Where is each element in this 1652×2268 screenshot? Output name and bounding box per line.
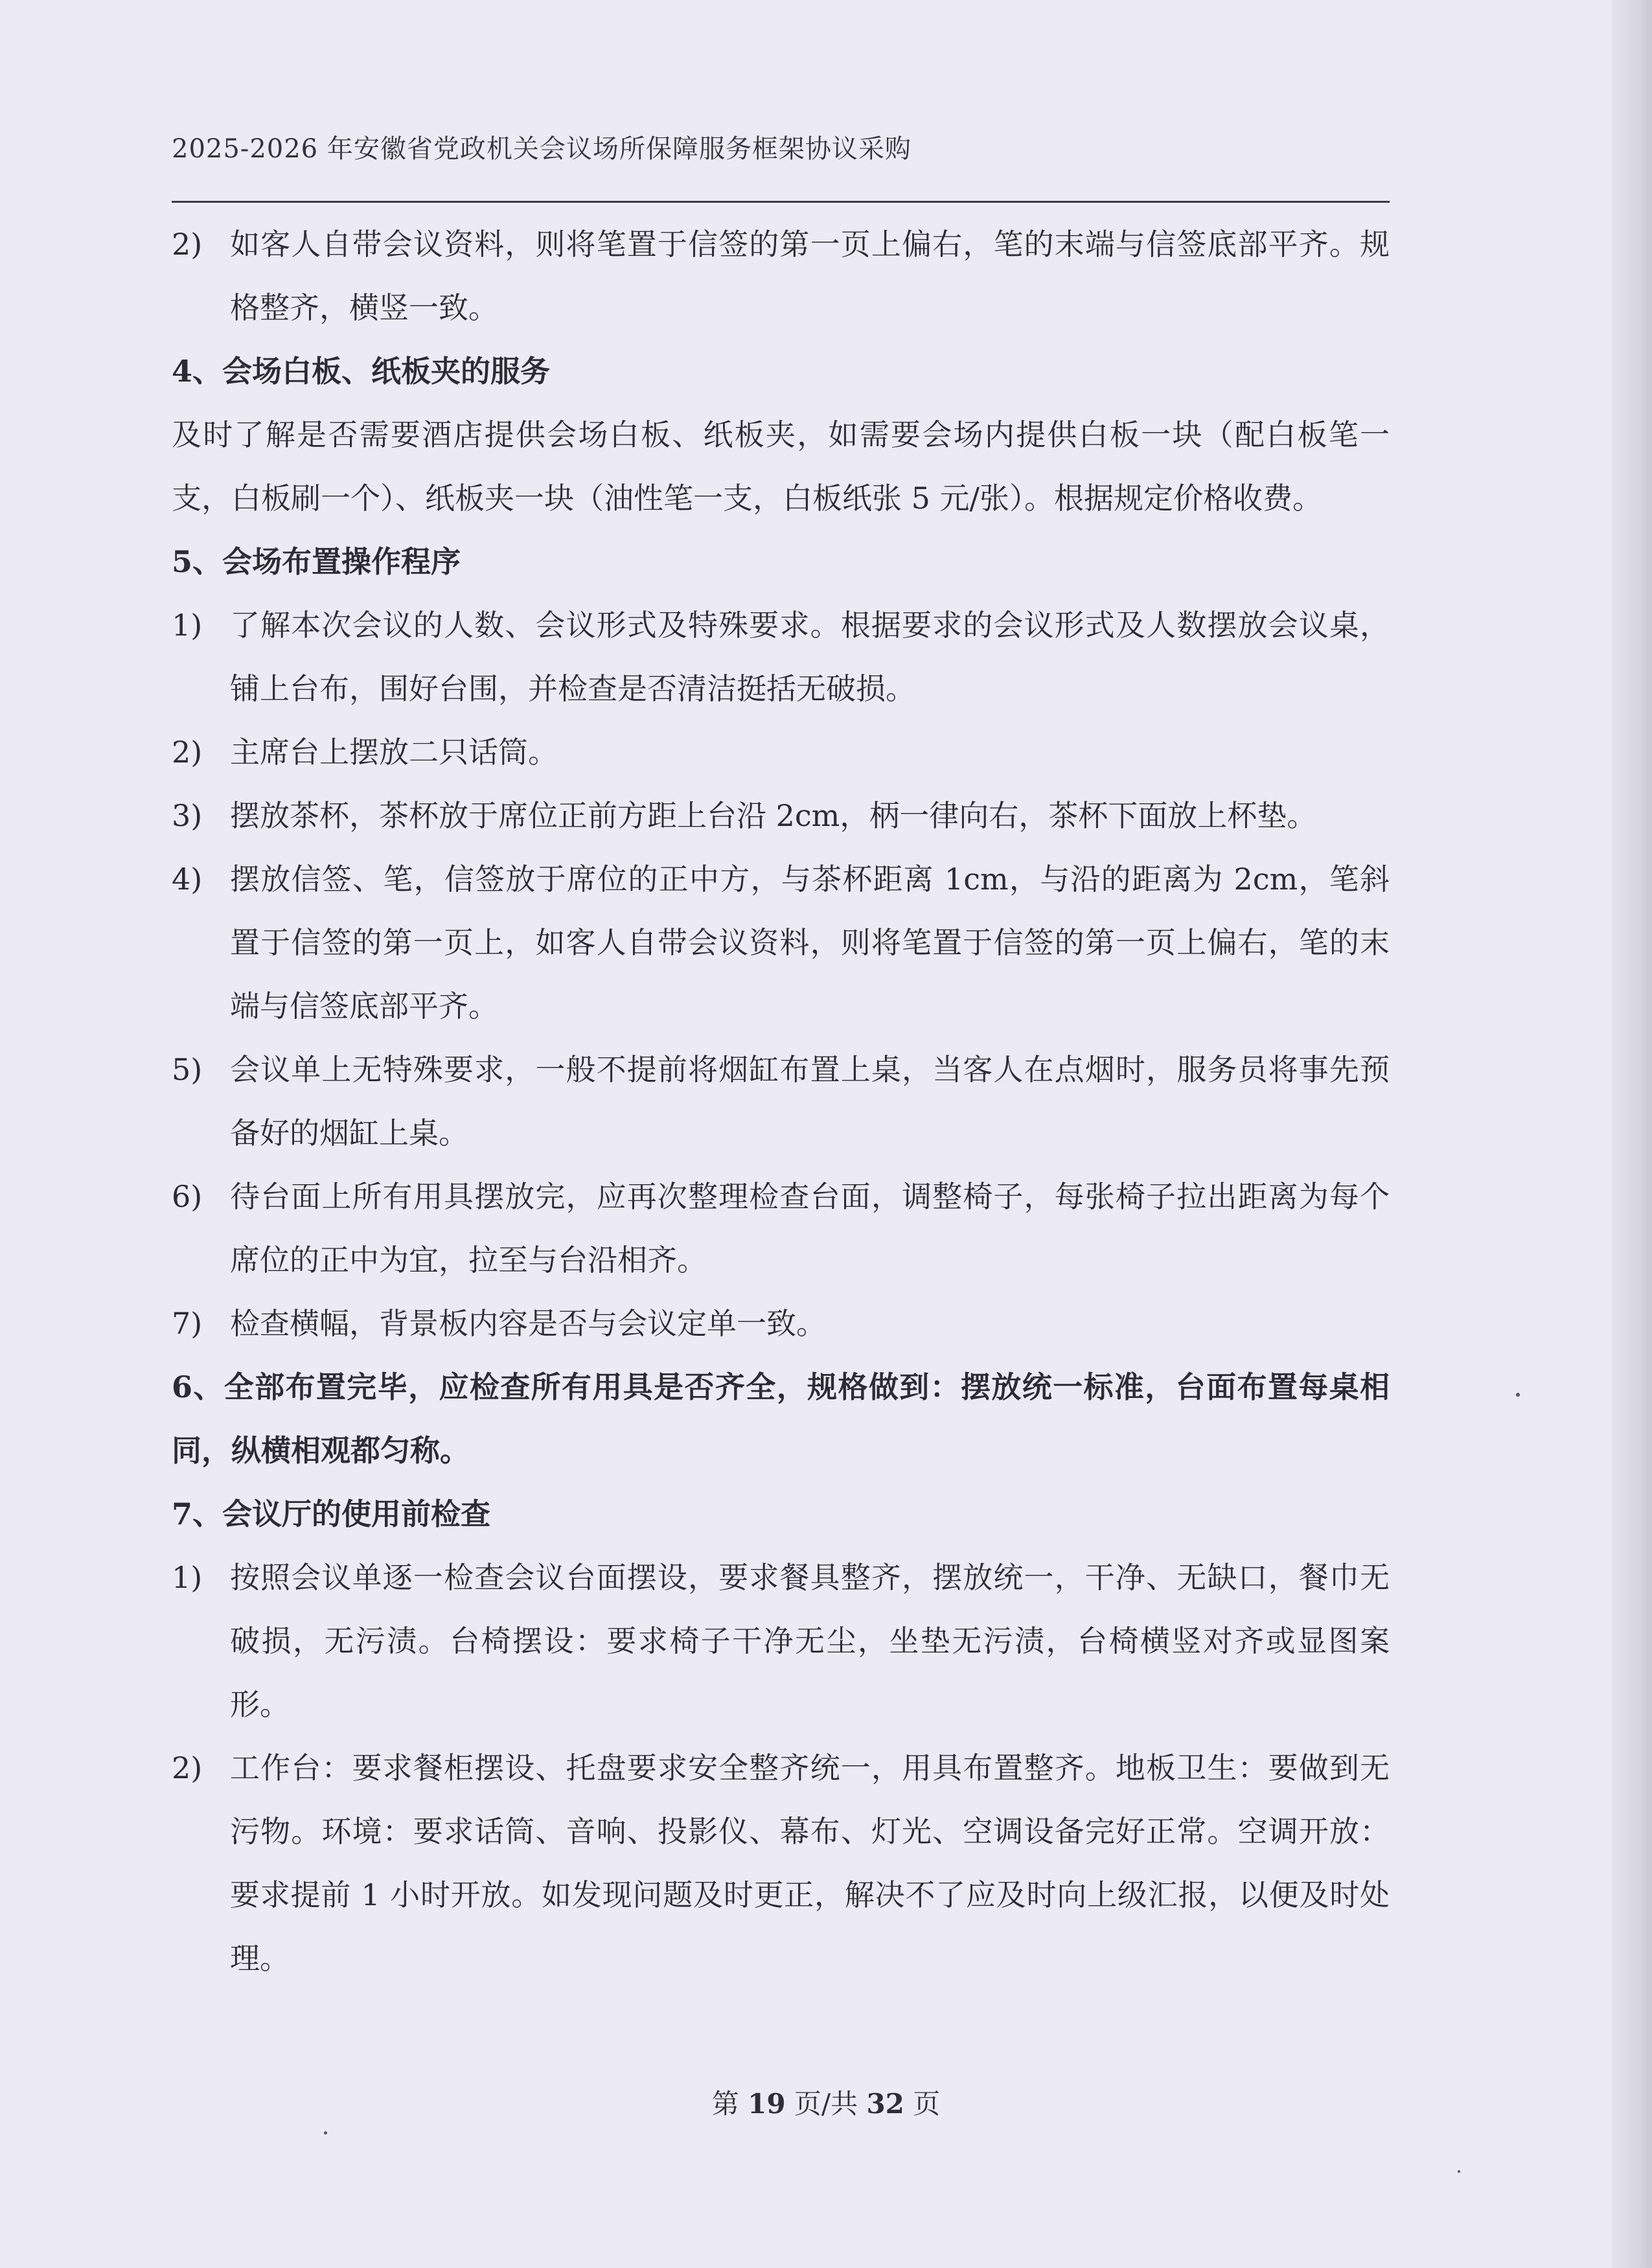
- scan-speck: [1458, 2170, 1460, 2173]
- item-text: 检查横幅，背景板内容是否与会议定单一致。: [230, 1306, 826, 1341]
- list-item: [172, 1165, 1390, 1292]
- item-text: 摆放信签、笔，信签放于席位的正中方，与茶杯距离 1cm，与沿的距离为 2cm，笔斜置于信签的第一页上，如客人自带会议资料，则将笔置于信签的第一页上偏右，笔的末端与信签底部平齐。: [230, 862, 1390, 1024]
- list-item: [172, 212, 1390, 339]
- list-item: [172, 1546, 1390, 1736]
- list-item: [172, 593, 1390, 720]
- item-number: 1): [172, 608, 203, 643]
- item-number: 1): [172, 1560, 203, 1595]
- footer-prefix: 第: [711, 2088, 739, 2120]
- list-item: [172, 1292, 1390, 1355]
- list-item: [172, 1038, 1390, 1165]
- item-text: 摆放茶杯，茶杯放于席位正前方距上台沿 2cm，柄一律向右，茶杯下面放上杯垫。: [230, 798, 1317, 833]
- section-5-heading: 5、会场布置操作程序: [172, 544, 461, 579]
- section-4-heading: 4、会场白板、纸板夹的服务: [172, 354, 551, 389]
- list-item: [172, 784, 1390, 847]
- item-number: 4): [172, 862, 203, 897]
- item-text: 了解本次会议的人数、会议形式及特殊要求。根据要求的会议形式及人数摆放会议桌，铺上台布，围好台围，并检查是否清洁挺括无破损。: [230, 608, 1390, 706]
- list-item: [172, 1736, 1390, 1990]
- item-number: 2): [172, 735, 203, 770]
- document-header: 2025-2026 年安徽省党政机关会议场所保障服务框架协议采购: [172, 134, 912, 164]
- item-text: 待台面上所有用具摆放完，应再次整理检查台面，调整椅子，每张椅子拉出距离为每个席位的正中为宜，拉至与台沿相齐。: [230, 1179, 1390, 1277]
- item-number: 6): [172, 1179, 203, 1214]
- footer-middle: 页/共: [794, 2088, 858, 2120]
- scan-speck: [1516, 1393, 1520, 1397]
- section-6-statement: 6、全部布置完毕，应检查所有用具是否齐全，规格做到：摆放统一标准，台面布置每桌相同，纵横相观都匀称。: [172, 1369, 1390, 1468]
- item-number: 5): [172, 1052, 203, 1087]
- item-number: 2): [172, 227, 203, 262]
- current-page-number: 19: [748, 2088, 786, 2120]
- item-text: 主席台上摆放二只话筒。: [230, 735, 558, 770]
- item-text: 会议单上无特殊要求，一般不提前将烟缸布置上桌，当客人在点烟时，服务员将事先预备好的烟缸上桌。: [230, 1052, 1390, 1151]
- page-edge-shadow: [1612, 0, 1652, 2268]
- total-page-count: 32: [866, 2088, 904, 2120]
- list-item: [172, 720, 1390, 784]
- page-number-footer: [0, 2083, 1652, 2122]
- item-text: 按照会议单逐一检查会议台面摆设，要求餐具整齐，摆放统一，干净、无缺口，餐巾无破损，无污渍。台椅摆设：要求椅子干净无尘，坐垫无污渍，台椅横竖对齐或显图案形。: [230, 1560, 1390, 1722]
- item-text: 如客人自带会议资料，则将笔置于信签的第一页上偏右，笔的末端与信签底部平齐。规格整齐，横竖一致。: [230, 227, 1390, 325]
- item-number: 7): [172, 1306, 203, 1341]
- item-text: 工作台：要求餐柜摆设、托盘要求安全整齐统一，用具布置整齐。地板卫生：要做到无污物。环境：要求话筒、音响、投影仪、幕布、灯光、空调设备完好正常。空调开放：要求提前 1 小时开放。如发现问题及时更正，解决不了应及时向上级汇报，以便及时处理。: [230, 1750, 1390, 1976]
- item-number: 2): [172, 1750, 203, 1785]
- header-divider: [172, 201, 1390, 203]
- footer-suffix: 页: [913, 2088, 941, 2120]
- item-number: 3): [172, 798, 203, 833]
- document-body: [172, 212, 1390, 1990]
- section-4-body: 及时了解是否需要酒店提供会场白板、纸板夹，如需要会场内提供白板一块（配白板笔一支，白板刷一个）、纸板夹一块（油性笔一支，白板纸张 5 元/张）。根据规定价格收费。: [172, 417, 1390, 516]
- scan-speck: [324, 2131, 327, 2135]
- list-item: [172, 847, 1390, 1038]
- section-7-heading: 7、会议厅的使用前检查: [172, 1496, 491, 1531]
